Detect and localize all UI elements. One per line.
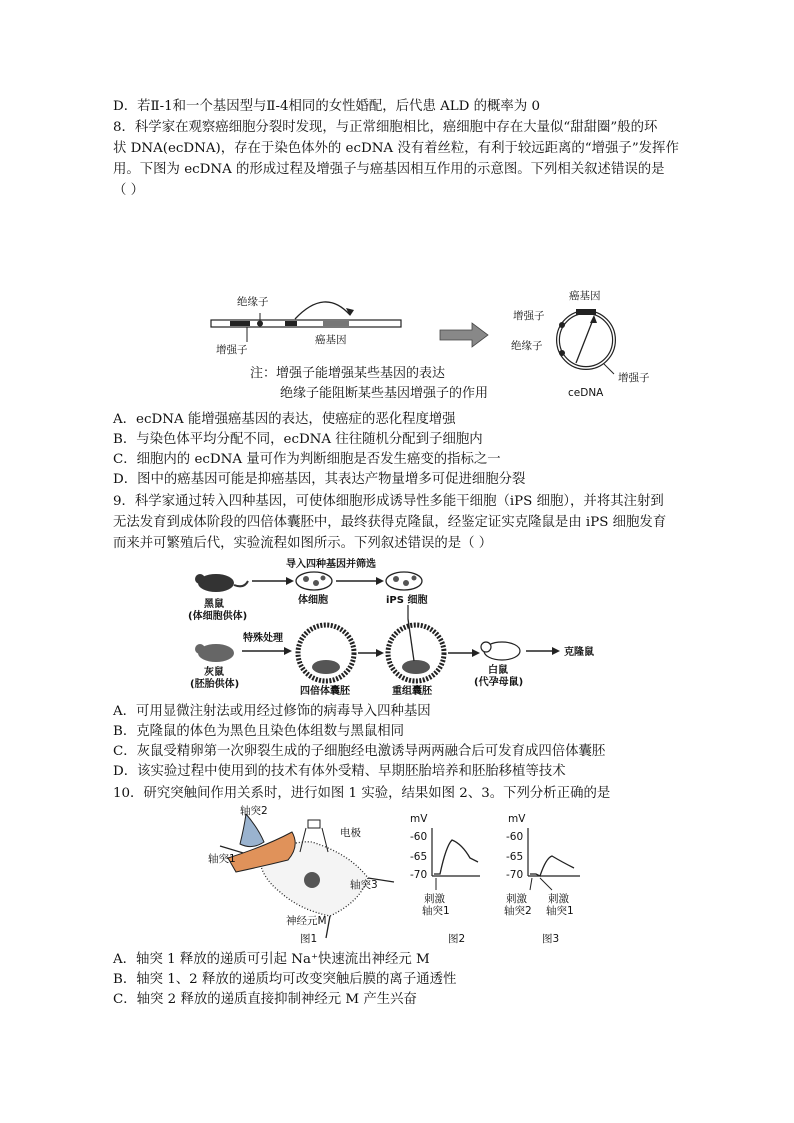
q9-option-c: C．灰鼠受精卵第一次卵裂生成的子细胞经电激诱导两两融合后可发育成四倍体囊胚: [113, 744, 606, 759]
fig3-tick-70: -70: [506, 869, 524, 881]
fig3-tick-60: -60: [506, 831, 524, 843]
potential-trace-fig2: [410, 813, 480, 945]
somatic-cell-label: 体细胞: [298, 595, 328, 606]
q10-option-b: B．轴突 1、2 释放的递质均可改变突触后膜的离子通透性: [113, 972, 457, 987]
q9-stem-line1: 9．科学家通过转入四种基因，可使体细胞形成诱导性多能干细胞（iPS 细胞），并将其注射到: [113, 494, 664, 509]
fig1-label: 图1: [300, 933, 318, 945]
recombined-label: 重组囊胚: [392, 686, 432, 697]
oncogene-label: 癌基因: [315, 334, 347, 346]
q10-option-c: C．轴突 2 释放的递质直接抑制神经元 M 产生兴奋: [113, 992, 417, 1007]
axon3-label: 轴突3: [350, 879, 378, 891]
white-mouse-label: 白鼠: [488, 665, 508, 676]
ring-enhancer-label: 增强子: [513, 310, 545, 322]
insulator-label: 绝缘子: [237, 296, 269, 308]
ips-cell-label: iPS 细胞: [386, 595, 428, 606]
fig2-tick-70: -70: [410, 869, 428, 881]
q7-option-d: D．若Ⅱ-1和一个基因型与Ⅱ-4相同的女性婚配，后代患 ALD 的概率为 0: [113, 99, 540, 114]
fig3-label: 图3: [542, 933, 560, 945]
electrode-label: 电极: [340, 827, 361, 839]
q8-stem-line3: 用。下图为 ecDNA 的形成过程及增强子与癌基因相互作用的示意图。下列相关叙述错误的是: [113, 162, 665, 177]
q8-option-c: C．细胞内的 ecDNA 量可作为判断细胞是否发生癌变的指标之一: [113, 452, 501, 467]
somatic-cell-dish: [296, 572, 332, 590]
q8-option-b: B．与染色体平均分配不同，ecDNA 往往随机分配到子细胞内: [113, 432, 483, 447]
q9-stem-line3: 而来并可繁殖后代，实验流程如图所示。下列叙述错误的是（ ）: [113, 536, 493, 551]
fig3-stim-label-b: 刺激: [548, 893, 569, 905]
clone-mouse-label: 克隆鼠: [564, 647, 594, 658]
transform-arrow: [440, 323, 488, 347]
q9-option-d: D．该实验过程中使用到的技术有体外受精、早期胚胎培养和胚胎移植等技术: [113, 764, 566, 779]
ring-insulator-label: 绝缘子: [511, 340, 543, 352]
q9-option-b: B．克隆鼠的体色为黑色且染色体组数与黑鼠相同: [113, 724, 405, 739]
fig3-stim-axon2: 轴突2: [504, 905, 532, 917]
neuron-m-label: 神经元M: [286, 915, 327, 927]
tetraploid-blastocyst: [298, 625, 354, 681]
fig2-stim-label: 刺激: [424, 893, 445, 905]
tetraploid-label: 四倍体囊胚: [300, 686, 350, 697]
white-mouse-role: (代孕母鼠): [474, 677, 524, 688]
black-mouse-role: (体细胞供体): [188, 611, 248, 622]
fig2-tick-65: -65: [410, 851, 428, 863]
q8-option-d: D．图中的癌基因可能是抑癌基因，其表达产物量增多可促进细胞分裂: [113, 472, 526, 487]
fig3-unit: mV: [508, 813, 526, 825]
fig3-tick-65: -65: [506, 851, 524, 863]
q8-stem-line1: 8．科学家在观察癌细胞分裂时发现，与正常细胞相比，癌细胞中存在大量似“甜甜圈”般的环: [113, 120, 658, 135]
gray-mouse-label: 灰鼠: [204, 667, 224, 678]
recombined-blastocyst: [388, 619, 444, 681]
fig2-tick-60: -60: [410, 831, 428, 843]
q8-note2: 绝缘子能阻断某些基因增强子的作用: [280, 386, 489, 401]
q8-stem-line2: 状 DNA(ecDNA)，存在于染色体外的 ecDNA 没有着丝粒，有利于较远距离的“增强子”发挥作: [113, 141, 679, 156]
ecdna-label: ceDNA: [568, 387, 604, 399]
q10-option-a: A．轴突 1 释放的递质可引起 Na⁺快速流出神经元 M: [113, 952, 430, 967]
potential-trace-fig3: [504, 813, 580, 945]
black-mouse-icon: [195, 574, 248, 592]
enhancer-label: 增强子: [216, 344, 248, 356]
black-mouse-label: 黑鼠: [204, 599, 224, 610]
ring-enhancer2-label: 增强子: [618, 372, 650, 384]
synapse-figures: [200, 806, 600, 946]
q10-stem: 10．研究突触间作用关系时，进行如图 1 实验，结果如图 2、3。下列分析正确的是: [113, 786, 611, 801]
q8-note1: 注：增强子能增强某些基因的表达: [250, 366, 446, 381]
fig2-stim-axon: 轴突1: [422, 905, 450, 917]
fig2-unit: mV: [410, 813, 428, 825]
fig3-stim-axon1: 轴突1: [546, 905, 574, 917]
gray-mouse-role: (胚胎供体): [190, 679, 240, 690]
ips-cell-dish: [386, 572, 422, 590]
ring-oncogene-label: 癌基因: [569, 290, 601, 302]
q9-option-a: A．可用显微注射法或用经过修饰的病毒导入四种基因: [113, 704, 431, 719]
fig2-label: 图2: [448, 933, 466, 945]
clone-mouse-diagram: [186, 557, 626, 697]
gray-mouse-icon: [195, 644, 234, 662]
special-treatment-label: 特殊处理: [243, 633, 283, 644]
axon2-label: 轴突2: [240, 805, 268, 817]
import-genes-label: 导入四种基因并筛选: [286, 559, 376, 570]
q8-option-a: A．ecDNA 能增强癌基因的表达，使癌症的恶化程度增强: [113, 412, 456, 427]
white-mouse-icon: [481, 642, 520, 660]
q9-stem-line2: 无法发育到成体阶段的四倍体囊胚中，最终获得克隆鼠，经鉴定证实克隆鼠是由 iPS 细胞发育: [113, 515, 667, 530]
q8-stem-line4: （ ）: [113, 183, 145, 198]
fig3-stim-label-a: 刺激: [506, 893, 527, 905]
axon1-label: 轴突1: [208, 853, 236, 865]
